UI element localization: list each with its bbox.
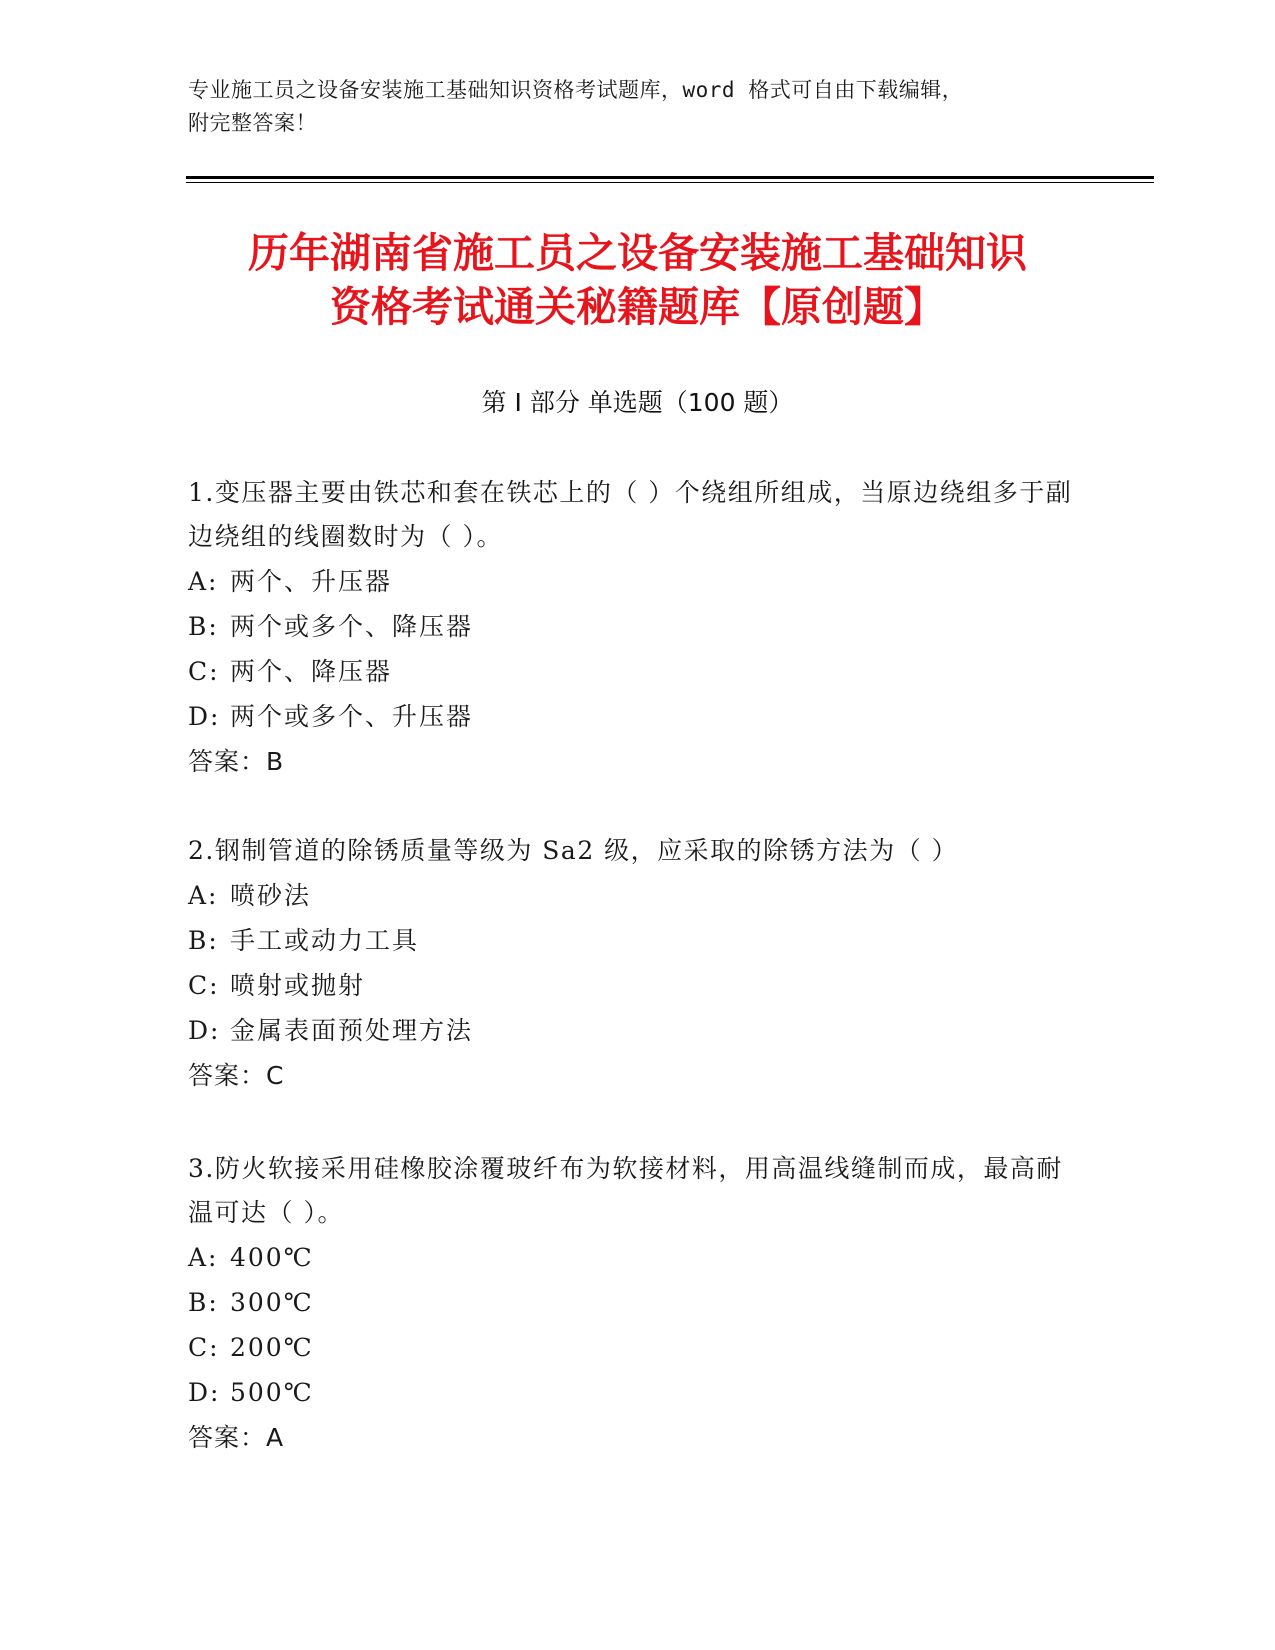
option-key: C: bbox=[188, 657, 220, 686]
question-answer: 答案：C bbox=[188, 1061, 285, 1090]
option-d bbox=[188, 1008, 1088, 1053]
question-answer: 答案：A bbox=[188, 1423, 285, 1452]
document-title-line-2: 资格考试通关秘籍题库【原创题】 bbox=[330, 283, 945, 331]
option-text: 200℃ bbox=[230, 1333, 314, 1362]
option-key: A: bbox=[188, 1243, 219, 1272]
option-key: B: bbox=[188, 612, 219, 641]
option-c bbox=[188, 1325, 1088, 1370]
option-key: A: bbox=[188, 567, 219, 596]
header-note bbox=[188, 74, 1068, 140]
question-1 bbox=[188, 471, 1088, 785]
header-note-line-2: 附完整答案！ bbox=[188, 111, 317, 135]
option-a bbox=[188, 1235, 1088, 1280]
option-text: 喷砂法 bbox=[230, 881, 312, 910]
option-text: 两个、升压器 bbox=[230, 567, 393, 596]
question-3 bbox=[188, 1147, 1088, 1461]
question-2 bbox=[188, 829, 1088, 1099]
document-title-line-1: 历年湖南省施工员之设备安装施工基础知识 bbox=[248, 229, 1027, 277]
option-key: C: bbox=[188, 971, 220, 1000]
question-answer: 答案：B bbox=[188, 747, 285, 776]
option-d bbox=[188, 694, 1088, 739]
header-divider-thick bbox=[186, 176, 1154, 179]
option-text: 喷射或抛射 bbox=[230, 971, 366, 1000]
option-key: D: bbox=[188, 702, 221, 731]
question-stem: 2.钢制管道的除锈质量等级为 Sa2 级，应采取的除锈方法为（ ） bbox=[188, 836, 959, 865]
option-text: 金属表面预处理方法 bbox=[230, 1016, 474, 1045]
question-stem: 3.防火软接采用硅橡胶涂覆玻纤布为软接材料，用高温线缝制而成，最高耐温可达（ ）。 bbox=[188, 1154, 1063, 1227]
option-b bbox=[188, 1280, 1088, 1325]
question-stem: 1.变压器主要由铁芯和套在铁芯上的（ ）个绕组所组成，当原边绕组多于副边绕组的线圈数时为（ ）。 bbox=[188, 478, 1073, 551]
option-text: 手工或动力工具 bbox=[230, 926, 420, 955]
option-key: D: bbox=[188, 1378, 221, 1407]
option-text: 500℃ bbox=[230, 1378, 314, 1407]
option-c bbox=[188, 649, 1088, 694]
option-key: D: bbox=[188, 1016, 221, 1045]
section-title: 第 I 部分 单选题（100 题） bbox=[481, 388, 794, 417]
option-c bbox=[188, 963, 1088, 1008]
option-d bbox=[188, 1370, 1088, 1415]
option-key: B: bbox=[188, 1288, 219, 1317]
document-title bbox=[160, 226, 1115, 334]
header-note-line-1: 专业施工员之设备安装施工基础知识资格考试题库，word 格式可自由下载编辑， bbox=[188, 78, 964, 102]
option-text: 两个或多个、升压器 bbox=[230, 702, 474, 731]
option-b bbox=[188, 604, 1088, 649]
option-key: C: bbox=[188, 1333, 220, 1362]
option-a bbox=[188, 559, 1088, 604]
header-divider-thin bbox=[186, 182, 1154, 183]
option-b bbox=[188, 918, 1088, 963]
option-text: 两个或多个、降压器 bbox=[230, 612, 474, 641]
option-key: B: bbox=[188, 926, 219, 955]
option-text: 400℃ bbox=[230, 1243, 314, 1272]
option-a bbox=[188, 873, 1088, 918]
option-key: A: bbox=[188, 881, 219, 910]
option-text: 两个、降压器 bbox=[230, 657, 393, 686]
option-text: 300℃ bbox=[230, 1288, 314, 1317]
